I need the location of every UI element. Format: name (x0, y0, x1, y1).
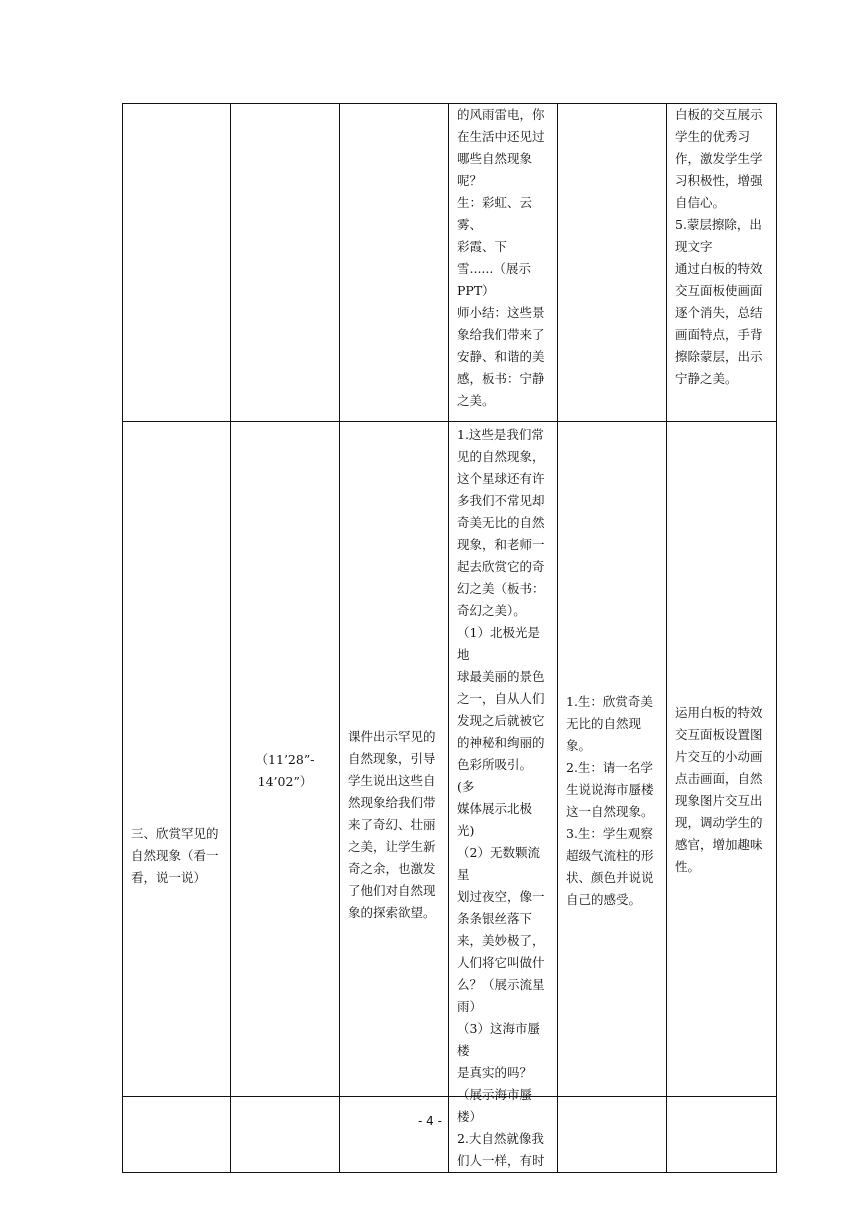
stage-cell (123, 104, 231, 422)
design-intent-cell (340, 104, 449, 422)
page-number: - 4 - (418, 1114, 442, 1128)
lesson-table-continued (122, 103, 777, 422)
time-cell: （11’28”- 14’02”） (231, 422, 340, 1173)
table-bottom-rule (122, 1096, 776, 1097)
design-intent-cell: 课件出示罕见的 自然现象，引导 学生说出这些自 然现象给我们带 来了奇幻、壮丽 之美，让学生新 奇之余，也激发 了他们对自然现 象的探索欲望。 (340, 422, 449, 1173)
time-cell (231, 104, 340, 422)
media-use-cell: 运用白板的特效 交互面板设置图 片交互的小动画 点击画面，自然 现象图片交互出 现，调动学生的 感官，增加趣味 性。 (667, 422, 777, 1173)
table-row (123, 104, 777, 422)
lesson-table-main (122, 421, 777, 1173)
table-row (123, 422, 777, 1173)
media-use-cell: 白板的交互展示 学生的优秀习 作，激发学生学 习积极性，增强 自信心。 5.蒙层擦除，出 现文字 通过白板的特效 交互面板使画面 逐个消失，总结 画面特点，手背 擦除蒙层，出示 宁静之美。 (667, 104, 777, 422)
teacher-activity-cell: 的风雨雷电，你 在生活中还见过 哪些自然现象 呢？ 生：彩虹、云雾、 彩霞、下 雪......（展示 PPT） 师小结：这些景 象给我们带来了 安静、和谐的美 感，板书：宁静 之美。 (449, 104, 558, 422)
teacher-activity-cell: 1.这些是我们常 见的自然现象， 这个星球还有许 多我们不常见却 奇美无比的自然 现象，和老师一 起去欣赏它的奇 幻之美（板书： 奇幻之美）。 （1）北极光是地 球最美丽的景色 之一，自从人们 发现之后就被它 的神秘和绚丽的 色彩所吸引。(多 媒体展示北极 光) （2）无数颗流星 划过夜空，像一 条条银丝落下 来，美妙极了， 人们将它叫做什 么？（展示流星 雨） （3）这海市蜃楼 是真实的吗？ （展示海市蜃 楼） 2.大自然就像我 们人一样，有时 (449, 422, 558, 1173)
student-activity-cell (558, 104, 667, 422)
student-activity-cell: 1.生：欣赏奇美 无比的自然现 象。 2.生：请一名学 生说说海市蜃楼 这一自然现象。 3.生：学生观察 超级气流柱的形 状、颜色并说说 自己的感受。 (558, 422, 667, 1173)
stage-cell: 三、欣赏罕见的 自然现象（看一 看，说一说） (123, 422, 231, 1173)
